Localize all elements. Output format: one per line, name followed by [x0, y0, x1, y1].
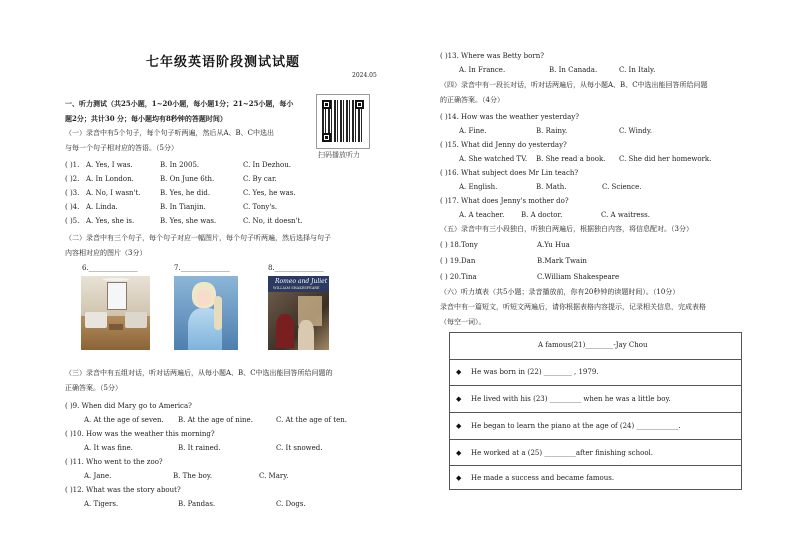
option-b: B. A doctor.	[521, 211, 563, 219]
option-b: B. Math.	[536, 183, 567, 191]
option-a: A. English.	[459, 183, 498, 191]
option-b: B. Yes, she was.	[160, 217, 217, 225]
blank-8[interactable]: 8.______________	[268, 264, 324, 272]
option-b: B. The boy.	[173, 472, 213, 480]
diamond-bullet-icon: ◆	[456, 395, 462, 403]
match-option-b: B.Mark Twain	[537, 257, 587, 265]
diamond-bullet-icon: ◆	[456, 474, 462, 482]
info-table	[449, 332, 742, 490]
question-14: ( )14. How was the weather yesterday?	[440, 113, 579, 121]
table-title[interactable]: A famous(21)________-Jay Chou	[538, 341, 648, 349]
option-c: C. At the age of ten.	[276, 416, 347, 424]
table-row	[450, 385, 741, 413]
table-cell-final: He made a success and became famous.	[471, 474, 615, 482]
table-row	[450, 359, 741, 386]
option-a: A. In London.	[86, 175, 134, 183]
option-c: C. It snowed.	[276, 444, 323, 452]
option-c: C. A waitress.	[601, 211, 650, 219]
match-item-20: ( ) 20.Tina	[440, 273, 477, 281]
part1-instruction: （一）录音中有5个句子，每个句子听两遍，然后从A、B、C中选出	[65, 129, 275, 137]
part2-instruction-2: 内容相对应的图片（3分）	[65, 249, 147, 257]
option-a: A. Fine.	[459, 127, 487, 135]
frozen-elsa-picture	[174, 276, 238, 350]
diamond-bullet-icon: ◆	[456, 449, 462, 457]
option-c: C. Dogs.	[276, 500, 306, 508]
part6-instruction: （六）听力填表（共5小题；录音播放前，你有20秒钟的读题时间）。（10分）	[440, 288, 680, 296]
part6-instruction-2: 录音中有一篇短文，听短文两遍后，请你根据表格内容提示，记录相关信息，完成表格	[440, 303, 706, 311]
question-16: ( )16. What subject does Mr Lin teach?	[440, 169, 579, 177]
right-column	[397, 0, 794, 560]
option-b: B. At the age of nine.	[178, 416, 253, 424]
question-num: ( )4.	[65, 203, 80, 211]
part1-instruction-2: 与每一个句子相对应的答语。（5分）	[65, 144, 178, 152]
part4-instruction-2: 的正确答案。（4分）	[440, 96, 504, 104]
option-a: A. In France.	[459, 66, 506, 74]
option-b: B. Yes, he did.	[160, 189, 211, 197]
question-10: ( )10. How was the weather this morning?	[65, 430, 215, 438]
question-13: ( )13. Where was Betty born?	[440, 52, 544, 60]
option-a: A. Jane.	[84, 472, 112, 480]
option-c: C. Mary.	[259, 472, 289, 480]
option-b: B. It rained.	[178, 444, 221, 452]
question-num: ( )1.	[65, 161, 80, 169]
table-cell-24[interactable]: He began to learn the piano at the age of (24) ____________.	[471, 422, 681, 430]
question-num: ( )3.	[65, 189, 80, 197]
question-9: ( )9. When did Mary go to America?	[65, 402, 192, 410]
option-c: C. Yes, he was.	[243, 189, 296, 197]
option-c: C. By car.	[243, 175, 277, 183]
option-a: A. It was fine.	[84, 444, 133, 452]
room-picture	[81, 276, 150, 350]
table-row	[450, 439, 741, 466]
option-b: B. On June 6th.	[160, 175, 215, 183]
option-c: C. Tony's.	[243, 203, 278, 211]
romeo-juliet-book-picture	[268, 276, 329, 350]
option-c: C. In Dezhou.	[243, 161, 291, 169]
option-b: B. Pandas.	[178, 500, 216, 508]
section1-heading-2: 题2分；共计30 分；每小题均有8秒钟的答题时间）	[65, 114, 227, 123]
part5-instruction: （五）录音中有三小段独白，听独白两遍后，根据独白内容，将信息配对。（3分）	[440, 225, 693, 233]
option-a: A. A teacher.	[459, 211, 505, 219]
book-author: WILLIAM SHAKESPEARE	[273, 286, 320, 290]
match-option-c: C.William Shakespeare	[537, 273, 620, 281]
option-b: B. In Canada.	[549, 66, 598, 74]
book-title: Romeo and Juliet	[275, 278, 328, 285]
option-b: B. She read a book.	[536, 155, 606, 163]
test-date: 2024.05	[352, 72, 377, 79]
option-b: B. Rainy.	[536, 127, 568, 135]
option-a: A. No, I wasn't.	[86, 189, 141, 197]
option-c: C. She did her homework.	[619, 155, 712, 163]
part6-instruction-3: （每空一词）。	[440, 318, 486, 326]
table-cell-25[interactable]: He worked at a (25) _________after finishing school.	[471, 449, 653, 457]
option-c: C. No, it doesn't.	[243, 217, 303, 225]
question-12: ( )12. What was the story about?	[65, 486, 181, 494]
qr-caption: 扫码播放听力	[318, 151, 360, 159]
option-c: C. Windy.	[619, 127, 653, 135]
question-11: ( )11. Who went to the zoo?	[65, 458, 163, 466]
page-title: 七年级英语阶段测试试题	[146, 55, 301, 70]
diamond-bullet-icon: ◆	[456, 368, 462, 376]
section1-heading: 一、听力测试（共25小题，1~20小题，每小题1分；21~25小题，每小	[65, 99, 294, 108]
option-a: A. Linda.	[86, 203, 118, 211]
option-a: A. Yes, she is.	[86, 217, 135, 225]
table-title-row	[450, 333, 741, 359]
question-num: ( )2.	[65, 175, 80, 183]
match-option-a: A.Yu Hua	[537, 241, 570, 249]
match-item-18: ( ) 18.Tony	[440, 241, 478, 249]
part3-instruction-2: 正确答案。（5分）	[65, 384, 122, 392]
qr-code[interactable]	[316, 94, 370, 149]
option-b: B. In Tianjin.	[160, 203, 206, 211]
table-row	[450, 465, 741, 491]
match-item-19: ( ) 19.Dan	[440, 257, 476, 265]
option-a: A. At the age of seven.	[84, 416, 164, 424]
table-cell-23[interactable]: He lived with his (23) _________ when he was a little boy.	[471, 395, 671, 403]
qr-finder-icon	[322, 100, 331, 109]
part2-instruction: （二）录音中有三个句子，每个句子对应一幅图片，每个句子听两遍，然后选择与句子	[65, 234, 331, 242]
option-a: A. Yes, I was.	[86, 161, 133, 169]
part3-instruction: （三）录音中有五组对话，听对话两遍后，从每小题A、B、C中选出能回答所给问题的	[65, 369, 333, 377]
table-row	[450, 412, 741, 440]
option-c: C. Science.	[602, 183, 642, 191]
table-cell-22[interactable]: He was born in (22) ________ , 1979.	[471, 368, 599, 376]
option-a: A. She watched TV.	[459, 155, 528, 163]
blank-6[interactable]: 6.______________	[82, 264, 138, 272]
option-a: A. Tigers.	[84, 500, 119, 508]
question-17: ( )17. What does Jenny's mother do?	[440, 197, 569, 205]
qr-finder-icon	[355, 100, 364, 109]
qr-finder-icon	[322, 133, 331, 142]
option-c: C. In Italy.	[619, 66, 656, 74]
question-num: ( )5.	[65, 217, 80, 225]
option-b: B. In 2005.	[160, 161, 200, 169]
diamond-bullet-icon: ◆	[456, 422, 462, 430]
blank-7[interactable]: 7.______________	[174, 264, 230, 272]
part4-instruction: （四）录音中有一段长对话，听对话两遍后，从每小题A、B、C中选出能回答所给问题	[440, 81, 708, 89]
question-15: ( )15. What did Jenny do yesterday?	[440, 141, 567, 149]
